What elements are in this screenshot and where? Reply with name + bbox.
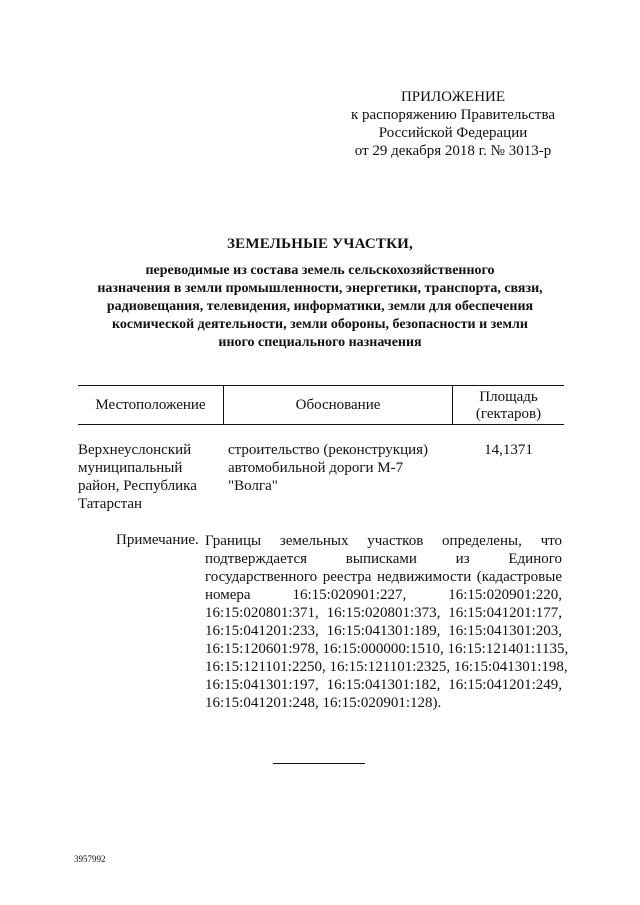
cell-line: район, Республика [78,478,197,494]
header-area-line: Площадь [479,389,538,405]
table-header-rule [78,424,564,425]
subtitle-line: иного специального назначения [218,335,422,350]
header-basis: Обоснование [295,397,381,413]
cell-line: "Волга" [228,478,278,494]
end-divider [273,763,365,764]
subtitle-line: космической деятельности, земли обороны, безопасности и земли [112,317,528,332]
cell-area: 14,1371 [484,442,533,458]
note-line: 16:15:041201:233, 16:15:041301:189, 16:15:041301:203, [205,623,562,639]
header-location: Местоположение [95,397,206,413]
cell-line: Верхнеуслонский [78,442,192,458]
appendix-date-line: от 29 декабря 2018 г. № 3013-р [354,143,552,159]
note-line: 16:15:121101:2250, 16:15:121101:2325, 16:15:041301:198, [205,659,568,675]
cell-line: Татарстан [78,496,143,512]
appendix-block [330,88,576,160]
document-number: 3957992 [74,854,106,864]
header-area [453,389,564,423]
subtitle-line: назначения в земли промышленности, энергетики, транспорта, связи, [97,281,543,296]
note-body [205,532,569,712]
table-top-rule [78,385,564,386]
appendix-heading: ПРИЛОЖЕНИЕ [400,89,506,105]
note-line: 16:15:120601:978, 16:15:000000:1510, 16:15:121401:1135, [205,641,569,657]
note-label: Примечание. [116,532,199,548]
cell-location [78,441,197,513]
note-line: 16:15:020801:371, 16:15:020801:373, 16:15:041201:177, [205,605,562,621]
cell-line: строительство (реконструкция) [228,442,429,458]
cell-line: муниципальный [78,460,183,476]
subtitle-line: радиовещания, телевидения, информатики, земли для обеспечения [106,299,534,314]
subtitle-line: переводимые из состава земель сельскохозяйственного [145,263,495,278]
appendix-line: Российской Федерации [378,125,528,141]
document-title: ЗЕМЕЛЬНЫЕ УЧАСТКИ, [227,236,413,252]
document-subtitle [62,262,578,352]
cell-line: автомобильной дороги М-7 [228,460,404,476]
note-line: номера 16:15:020901:227, 16:15:020901:220, [205,587,562,603]
note-line: 16:15:041301:197, 16:15:041301:182, 16:15:041201:249, [205,677,562,693]
appendix-line: к распоряжению Правительства [350,107,555,123]
header-area-line: (гектаров) [475,406,542,422]
cell-basis [228,441,428,495]
note-line: 16:15:041201:248, 16:15:020901:128). [205,695,442,711]
note-line: государственного реестра недвижимости (кадастровые [205,569,562,585]
note-line: Границы земельных участков определены, что [205,533,562,549]
note-line: подтверждается выписками из Единого [205,551,562,567]
